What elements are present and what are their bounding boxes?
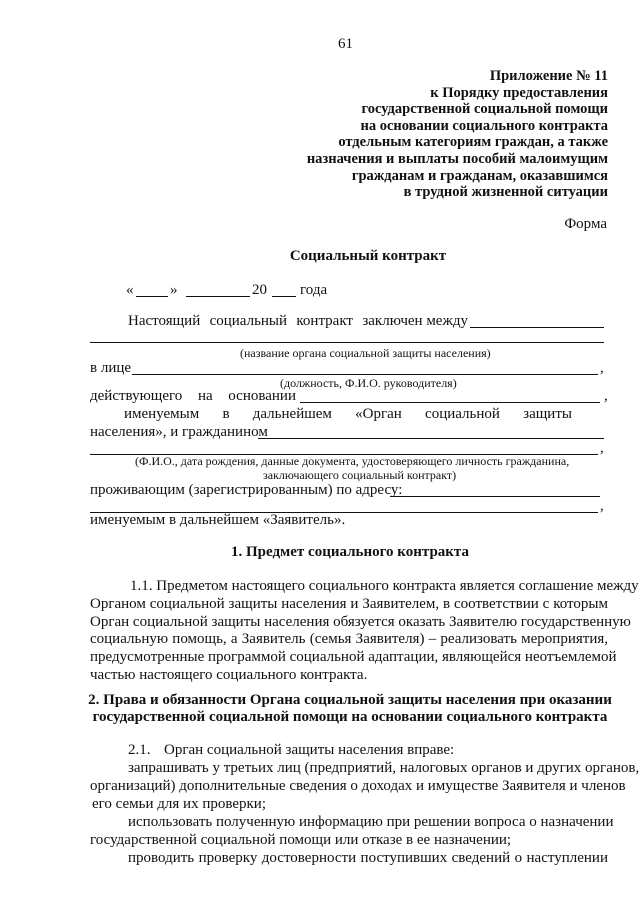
- appendix-line: отдельным категориям граждан, а также: [338, 134, 608, 151]
- clause-item-3: [90, 850, 608, 868]
- appendix-header: [270, 68, 608, 201]
- in-person-label: в лице: [90, 360, 132, 376]
- appendix-line: Приложение № 11: [489, 68, 608, 84]
- date-close-quote: »: [170, 282, 178, 298]
- paragraph-line: 1.1. Предметом настоящего социального контракта является соглашение между: [130, 578, 639, 594]
- position-caption: (должность, Ф.И.О. руководителя): [280, 376, 457, 390]
- named-line: [124, 406, 572, 423]
- day-field[interactable]: [136, 296, 168, 297]
- intro-line: [128, 313, 468, 330]
- address-label: проживающим (зарегистрированным) по адресу:: [90, 482, 403, 498]
- form-label: Форма: [564, 216, 607, 232]
- org-name-field-continued[interactable]: [90, 342, 604, 343]
- appendix-line: в трудной жизненной ситуации: [403, 184, 608, 201]
- section2-heading-line2: государственной социальной помощи на основании социального контракта: [92, 709, 608, 725]
- appendix-line: к Порядку предоставления: [430, 84, 608, 101]
- intro-word: социальный: [209, 313, 288, 329]
- document-title: Социальный контракт: [289, 248, 447, 264]
- item-line: его семьи для их проверки;: [92, 795, 267, 812]
- clause-text: Орган социальной защиты населения вправе:: [164, 742, 455, 758]
- item-line: запрашивать у третьих лиц (предприятий, налоговых органов и других органов,: [128, 760, 640, 776]
- appendix-line: назначения и выплаты пособий малоимущим: [306, 150, 608, 167]
- basis-field[interactable]: [300, 402, 600, 403]
- org-name-field[interactable]: [470, 327, 604, 328]
- acting-word: основании: [228, 388, 296, 404]
- year-suffix: года: [300, 282, 328, 298]
- intro-word: Настоящий: [128, 313, 201, 329]
- appendix-line: на основании социального контракта: [360, 117, 608, 134]
- applicant-named: именуемым в дальнейшем «Заявитель».: [90, 512, 346, 528]
- item-line: проводить проверку достоверности поступивших сведений о наступлении: [128, 850, 608, 866]
- address-field[interactable]: [390, 496, 600, 497]
- intro-word: контракт: [296, 313, 353, 329]
- named-word: защиты: [523, 406, 572, 422]
- named-word: именуемым: [124, 406, 200, 422]
- section1-heading: 1. Предмет социального контракта: [231, 544, 469, 560]
- paragraph-line: Органом социальной защиты населения и Заявителем, в соответствии с которым: [90, 595, 608, 612]
- date-open-quote: «: [126, 282, 134, 298]
- named-word: социальной: [425, 406, 500, 422]
- section2-heading-line1: 2. Права и обязанности Органа социальной защиты населения при оказании: [88, 692, 612, 708]
- named-word: «Орган: [355, 406, 402, 422]
- item-line: организаций) дополнительные сведения о доходах и имуществе Заявителя и членов: [90, 777, 626, 794]
- paragraph-line: предусмотренные программой социальной адаптации, являющейся неотъемлемой: [90, 649, 617, 666]
- clause-item-2: [90, 814, 614, 850]
- clause-number: 2.1.: [128, 742, 151, 758]
- named-word: дальнейшем: [252, 406, 332, 422]
- named-line-2: населения», и гражданином: [90, 424, 268, 440]
- comma: ,: [600, 440, 604, 456]
- clause-item-1: [90, 760, 640, 813]
- appendix-line: гражданам и гражданам, оказавшимся: [351, 167, 608, 184]
- item-line: государственной социальной помощи или отказе в ее назначении;: [90, 831, 512, 848]
- year-prefix: 20: [252, 282, 267, 298]
- intro-word: заключен между: [362, 313, 468, 329]
- comma: ,: [600, 360, 604, 376]
- acting-line: [90, 388, 296, 405]
- section1-paragraph: [90, 578, 639, 685]
- year-field[interactable]: [272, 296, 296, 297]
- acting-word: на: [197, 388, 213, 404]
- citizen-caption-line1: (Ф.И.О., дата рождения, данные документа, удостоверяющего личность гражданина,: [135, 454, 570, 468]
- paragraph-line: Орган социальной защиты населения обязуется оказать Заявителю государственную: [90, 613, 631, 630]
- named-word: в: [222, 406, 230, 422]
- page-number: 61: [338, 36, 353, 52]
- month-field[interactable]: [186, 296, 250, 297]
- comma: ,: [604, 388, 608, 404]
- representative-field[interactable]: [132, 374, 598, 375]
- paragraph-line: социальную помощь, а Заявитель (семья Заявителя) – реализовать мероприятия,: [90, 631, 608, 648]
- paragraph-line: частью настоящего социального контракта.: [90, 666, 368, 683]
- comma: ,: [600, 498, 604, 514]
- citizen-field[interactable]: [258, 438, 604, 439]
- org-caption: (название органа социальной защиты населения): [240, 346, 491, 360]
- appendix-line: государственной социальной помощи: [361, 101, 608, 118]
- item-line: использовать полученную информацию при решении вопроса о назначении: [128, 814, 614, 830]
- acting-word: действующего: [90, 388, 183, 404]
- citizen-caption-line2: заключающего социальный контракт): [263, 468, 457, 482]
